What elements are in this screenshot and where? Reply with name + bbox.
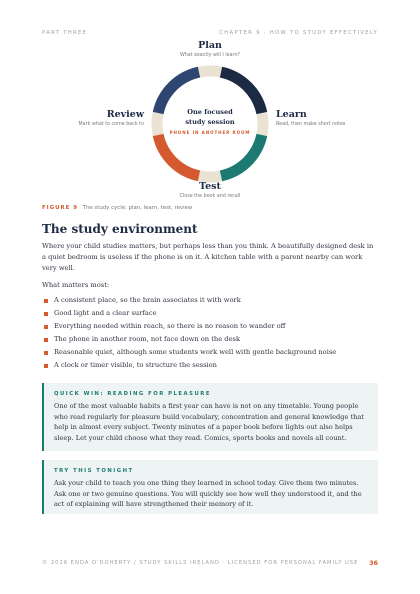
footer-copyright: © 2026 ENDA O'DOHERTY / STUDY SKILLS IRELAND · LICENSED FOR PERSONAL FAMILY USE — [42, 560, 359, 566]
bullet-marker — [44, 338, 48, 342]
center-title-line-1: One focused — [187, 108, 233, 116]
list-item — [42, 334, 378, 347]
stage-test — [150, 181, 270, 200]
center-title-line-2: study session — [185, 118, 235, 126]
arc-learn — [221, 135, 262, 176]
bullet-marker — [44, 364, 48, 368]
center-note: PHONE IN ANOTHER ROOM — [169, 130, 251, 135]
list-item-text: Everything needed within reach, so there is no reason to wander off — [54, 322, 286, 330]
bullet-marker — [44, 325, 48, 329]
page-footer — [42, 560, 378, 570]
stage-test-title: Test — [199, 181, 221, 192]
stage-learn — [276, 109, 366, 128]
bullet-list — [42, 295, 378, 373]
running-head-chapter: CHAPTER 9 · HOW TO STUDY EFFECTIVELY — [219, 30, 378, 36]
list-lead: What matters most: — [42, 281, 110, 289]
arc-test — [158, 135, 199, 176]
list-item-text: A clock or timer visible, to structure the session — [54, 361, 217, 369]
callout-try-tonight — [42, 460, 378, 514]
intro-paragraph: Where your child studies matters, but perhaps less than you think. A beautifully designed desk in a quiet bedroom is useless if the phone is on it. A kitchen table with a parent nearby can work very well. — [42, 242, 374, 272]
list-item-text: The phone in another room, not face down on the desk — [54, 335, 241, 343]
figure-caption-label: FIGURE 9 — [42, 205, 78, 211]
study-cycle-figure — [0, 38, 420, 203]
stage-review — [52, 109, 144, 128]
callout-body: One of the most valuable habits a first year can have is not on any timetable. Young people who read regularly for pleasure build vocabulary, concentration and general knowledge that help in almost every subject. Twenty minutes of a paper book before lights out also helps sleep. Let your child choose what they read. Comics, sports books and novels all count. — [54, 402, 364, 442]
figure-caption-text: The study cycle: plan, learn, test, review — [82, 205, 193, 211]
section-heading: The study environment — [42, 222, 198, 236]
callout-quick-win — [42, 383, 378, 451]
stage-review-subtitle: Mark what to come back to — [78, 122, 144, 127]
list-item — [42, 308, 378, 321]
page-number: 36 — [369, 559, 378, 567]
callout-body: Ask your child to teach you one thing they learned in school today. Give them two minutes. Ask one or two genuine questions. You will quickly see how well they understood it, and the act of explaining will have strengthened their memory of it. — [54, 479, 362, 509]
stage-plan-title: Plan — [198, 40, 222, 51]
stage-test-subtitle: Close the book and recall — [179, 194, 241, 199]
list-item-text: Reasonable quiet, although some students work well with gentle background noise — [54, 348, 337, 356]
cycle-center — [160, 107, 260, 135]
list-item — [42, 360, 378, 373]
list-item — [42, 321, 378, 334]
callout-title: TRY THIS TONIGHT — [54, 468, 134, 474]
bullet-marker — [44, 312, 48, 316]
callout-title: QUICK WIN: READING FOR PLEASURE — [54, 391, 211, 397]
running-head-part: PART THREE — [42, 30, 88, 36]
figure-caption — [42, 205, 192, 211]
stage-review-title: Review — [106, 109, 144, 120]
stage-learn-title: Learn — [276, 109, 307, 120]
bullet-marker — [44, 299, 48, 303]
list-item — [42, 295, 378, 308]
list-item-text: Good light and a clear surface — [54, 309, 157, 317]
stage-plan-subtitle: What exactly will I learn? — [179, 53, 241, 58]
stage-learn-subtitle: Read, then make short notes — [276, 122, 346, 127]
stage-plan — [150, 40, 270, 59]
list-item — [42, 347, 378, 360]
bullet-marker — [44, 351, 48, 355]
list-item-text: A consistent place, so the brain associates it with work — [54, 296, 241, 304]
